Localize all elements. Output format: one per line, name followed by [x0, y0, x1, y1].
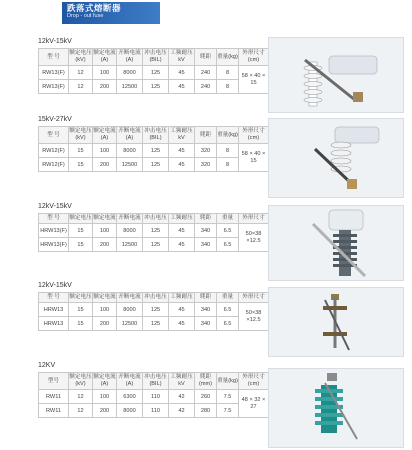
- table-cell: 200: [93, 158, 117, 172]
- table-cell: 8000: [117, 144, 143, 158]
- column-header: 工频耐压: [169, 293, 195, 303]
- table-cell: RW13(F): [39, 66, 69, 80]
- table-cell: HRW13: [39, 303, 69, 317]
- table-header-row: [39, 214, 269, 224]
- table-cell: 12500: [117, 238, 143, 252]
- column-header: 型 号: [39, 127, 69, 144]
- table-cell: RW13(F): [39, 80, 69, 94]
- table-cell: 8000: [117, 224, 143, 238]
- table-cell: 15: [69, 317, 93, 331]
- table-cell: RW12(F): [39, 158, 69, 172]
- table-cell: 320: [195, 158, 217, 172]
- spec-section-5: [38, 361, 268, 418]
- section-label: 15kV-27kV: [38, 116, 72, 123]
- column-header: 外形尺寸(cm): [239, 373, 269, 390]
- page-subtitle: Drop - out fuse: [67, 13, 104, 19]
- table-cell: 12: [69, 80, 93, 94]
- table-cell: 15: [69, 224, 93, 238]
- column-header: 额定电压: [69, 293, 93, 303]
- column-header: 额定电流(A): [93, 127, 117, 144]
- table-cell: 125: [143, 158, 169, 172]
- table-cell: 340: [195, 303, 217, 317]
- column-header: 外形尺寸(cm): [239, 127, 269, 144]
- table-cell: 240: [195, 80, 217, 94]
- column-header: 开断电流: [117, 214, 143, 224]
- table-cell: 45: [169, 303, 195, 317]
- table-row: [39, 404, 269, 418]
- table-cell: RW11: [39, 404, 69, 418]
- table-cell: 100: [93, 390, 117, 404]
- table-cell: 8: [217, 80, 239, 94]
- table-cell: 125: [143, 80, 169, 94]
- table-cell: 6300: [117, 390, 143, 404]
- column-header: 工频耐压: [169, 214, 195, 224]
- title-banner: [62, 2, 160, 24]
- table-cell: 6.5: [217, 224, 239, 238]
- table-row: [39, 238, 269, 252]
- product-photo-3: [268, 205, 404, 281]
- table-cell: 45: [169, 80, 195, 94]
- section-label: 12kV-15kV: [38, 203, 72, 210]
- spec-section-1: [38, 37, 268, 94]
- column-header: 型 号: [39, 49, 69, 66]
- table-cell: 100: [93, 144, 117, 158]
- spec-section-3: [38, 202, 268, 252]
- table-cell: 320: [195, 144, 217, 158]
- table-cell: 12500: [117, 80, 143, 94]
- table-cell: 45: [169, 144, 195, 158]
- column-header: 开断电流(A): [117, 373, 143, 390]
- table-cell: 110: [143, 404, 169, 418]
- column-header: 冲击电压(BIL): [143, 373, 169, 390]
- column-header: 重量: [217, 293, 239, 303]
- dimensions-cell: 48 × 32 × 27: [239, 390, 269, 418]
- table-header-row: [39, 127, 269, 144]
- product-photo-1: [268, 37, 404, 113]
- table-cell: 110: [143, 390, 169, 404]
- table-cell: 100: [93, 66, 117, 80]
- column-header: 工频耐压kV: [169, 373, 195, 390]
- table-cell: 340: [195, 238, 217, 252]
- column-header: 型 号: [39, 293, 69, 303]
- table-header-row: [39, 293, 269, 303]
- spec-table: [38, 126, 269, 172]
- table-row: [39, 317, 269, 331]
- table-cell: 8000: [117, 303, 143, 317]
- table-cell: 6.5: [217, 238, 239, 252]
- column-header: 额定电压(kV): [69, 49, 93, 66]
- product-photo-5: [268, 368, 404, 448]
- table-cell: 8: [217, 144, 239, 158]
- table-cell: 7.5: [217, 390, 239, 404]
- table-cell: 12: [69, 66, 93, 80]
- table-cell: 240: [195, 66, 217, 80]
- column-header: 爬距: [195, 293, 217, 303]
- table-header-row: [39, 49, 269, 66]
- column-header: 爬距: [195, 49, 217, 66]
- table-cell: 15: [69, 303, 93, 317]
- column-header: 额定电压(kV): [69, 373, 93, 390]
- column-header: 外形尺寸: [239, 214, 269, 224]
- table-cell: 125: [143, 66, 169, 80]
- spec-table: [38, 372, 269, 418]
- spec-table: [38, 48, 269, 94]
- table-row: [39, 144, 269, 158]
- spec-table: [38, 292, 269, 331]
- product-photo-2: [268, 118, 404, 198]
- table-cell: 42: [169, 404, 195, 418]
- column-header: 爬距: [195, 127, 217, 144]
- column-header: 开断电流(A): [117, 127, 143, 144]
- table-row: [39, 158, 269, 172]
- table-cell: 45: [169, 317, 195, 331]
- page-title: 跌落式熔断器: [67, 3, 122, 13]
- table-cell: 42: [169, 390, 195, 404]
- table-cell: 12500: [117, 158, 143, 172]
- column-header: 额定电流(A): [93, 373, 117, 390]
- table-row: [39, 390, 269, 404]
- page-header: [0, 0, 412, 28]
- table-cell: 45: [169, 224, 195, 238]
- table-cell: 125: [143, 303, 169, 317]
- column-header: 冲击电压: [143, 293, 169, 303]
- table-cell: 100: [93, 303, 117, 317]
- table-row: [39, 224, 269, 238]
- dimensions-cell: 58 × 40 × 15: [239, 66, 269, 94]
- table-row: [39, 80, 269, 94]
- section-label: 12kV-15kV: [38, 282, 72, 289]
- column-header: 额定电流: [93, 214, 117, 224]
- table-cell: 125: [143, 317, 169, 331]
- dimensions-cell: 58 × 40 × 15: [239, 144, 269, 172]
- table-row: [39, 66, 269, 80]
- column-header: 重量(kg): [217, 127, 239, 144]
- column-header: 冲击电压(BIL): [143, 127, 169, 144]
- column-header: 型号: [39, 373, 69, 390]
- table-cell: 260: [195, 390, 217, 404]
- column-header: 额定电流: [93, 293, 117, 303]
- table-cell: HRW13: [39, 317, 69, 331]
- table-cell: 8: [217, 158, 239, 172]
- table-cell: 12: [69, 404, 93, 418]
- table-cell: 15: [69, 144, 93, 158]
- table-cell: 200: [93, 404, 117, 418]
- table-cell: RW12(F): [39, 144, 69, 158]
- column-header: 冲击电压: [143, 214, 169, 224]
- column-header: 重量: [217, 214, 239, 224]
- table-cell: HRW13(F): [39, 238, 69, 252]
- column-header: 额定电压: [69, 214, 93, 224]
- table-cell: 200: [93, 238, 117, 252]
- table-header-row: [39, 373, 269, 390]
- table-cell: 125: [143, 238, 169, 252]
- column-header: 爬距: [195, 214, 217, 224]
- spec-section-4: [38, 281, 268, 331]
- section-label: 12kV-15kV: [38, 38, 72, 45]
- column-header: 开断电流(A): [117, 49, 143, 66]
- column-header: 工频耐压kV: [169, 49, 195, 66]
- table-cell: 15: [69, 238, 93, 252]
- table-cell: 200: [93, 317, 117, 331]
- table-cell: 45: [169, 66, 195, 80]
- table-cell: 45: [169, 238, 195, 252]
- table-row: [39, 303, 269, 317]
- product-photo-4: [268, 287, 404, 357]
- column-header: 爬距(mm): [195, 373, 217, 390]
- table-cell: 340: [195, 317, 217, 331]
- column-header: 开断电流: [117, 293, 143, 303]
- table-cell: 45: [169, 158, 195, 172]
- spec-table: [38, 213, 269, 252]
- column-header: 型 号: [39, 214, 69, 224]
- dimensions-cell: 50×38 ×12.5: [239, 224, 269, 252]
- table-cell: 12: [69, 390, 93, 404]
- table-cell: 7.5: [217, 404, 239, 418]
- table-cell: 200: [93, 80, 117, 94]
- column-header: 重量(kg): [217, 49, 239, 66]
- table-cell: 12500: [117, 317, 143, 331]
- column-header: 外形尺寸: [239, 293, 269, 303]
- column-header: 重量(kg): [217, 373, 239, 390]
- table-cell: 8: [217, 66, 239, 80]
- column-header: 额定电压(kV): [69, 127, 93, 144]
- table-cell: RW11: [39, 390, 69, 404]
- column-header: 工频耐压kV: [169, 127, 195, 144]
- table-cell: 8000: [117, 66, 143, 80]
- dimensions-cell: 50×38 ×12.5: [239, 303, 269, 331]
- column-header: 外形尺寸(cm): [239, 49, 269, 66]
- table-cell: 125: [143, 224, 169, 238]
- column-header: 冲击电压(BIL): [143, 49, 169, 66]
- table-cell: 15: [69, 158, 93, 172]
- section-label: 12KV: [38, 362, 56, 369]
- table-cell: 125: [143, 144, 169, 158]
- table-cell: 340: [195, 224, 217, 238]
- table-cell: 8000: [117, 404, 143, 418]
- table-cell: 280: [195, 404, 217, 418]
- table-cell: 100: [93, 224, 117, 238]
- table-cell: HRW13(F): [39, 224, 69, 238]
- table-cell: 6.5: [217, 303, 239, 317]
- table-cell: 6.5: [217, 317, 239, 331]
- spec-section-2: [38, 115, 268, 172]
- column-header: 额定电流(A): [93, 49, 117, 66]
